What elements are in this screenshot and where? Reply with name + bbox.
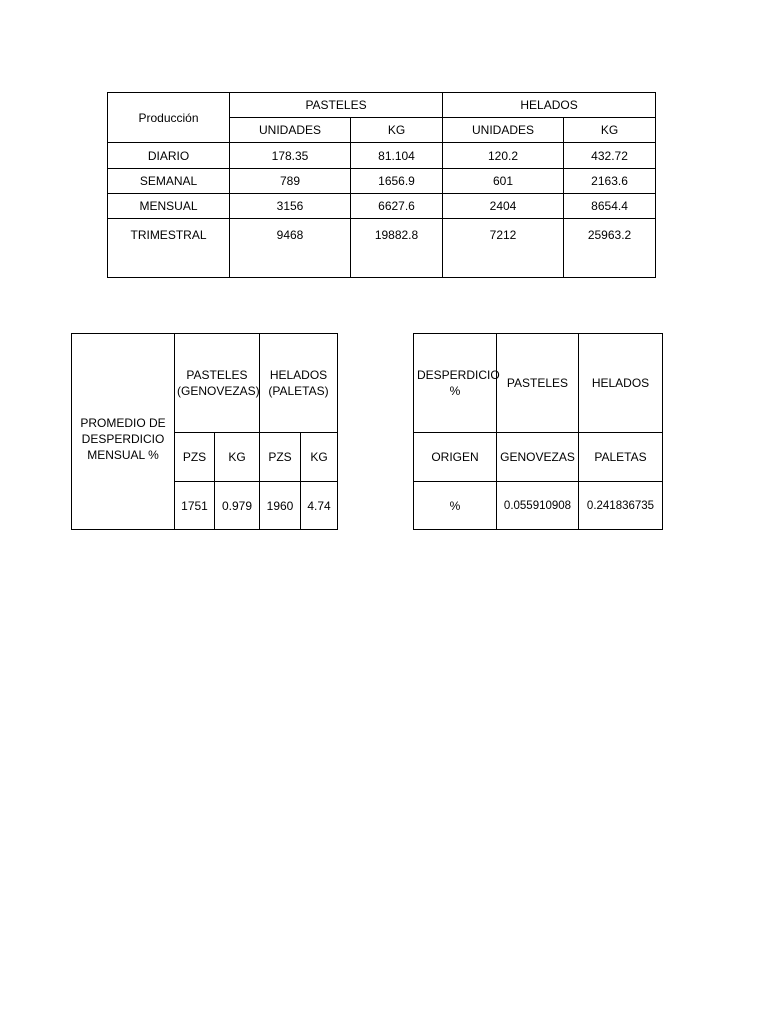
subheader-cell: PZS — [175, 433, 215, 482]
table-row — [414, 433, 663, 482]
header-cell: DESPERDICIO % — [414, 334, 497, 433]
table-row — [108, 169, 656, 194]
value-cell: 25963.2 — [564, 219, 656, 278]
value-cell: 6627.6 — [351, 194, 443, 219]
value-cell: 601 — [443, 169, 564, 194]
subheader-cell: KG — [351, 118, 443, 143]
waste-average-table — [71, 333, 338, 530]
row-label: MENSUAL — [108, 194, 230, 219]
value-cell: 7212 — [443, 219, 564, 278]
table-row — [108, 219, 656, 278]
value-cell: 19882.8 — [351, 219, 443, 278]
value-cell: 0.979 — [215, 482, 260, 530]
table-row — [108, 143, 656, 169]
value-cell: 1960 — [260, 482, 301, 530]
group-header-helados: HELADOS — [443, 93, 656, 118]
value-cell: 1751 — [175, 482, 215, 530]
header-cell: HELADOS — [579, 334, 663, 433]
row-label: PROMEDIO DE DESPERDICIO MENSUAL % — [72, 334, 175, 530]
value-cell: 9468 — [230, 219, 351, 278]
row-label: % — [414, 482, 497, 530]
value-cell: 432.72 — [564, 143, 656, 169]
row-label: SEMANAL — [108, 169, 230, 194]
value-cell: 81.104 — [351, 143, 443, 169]
value-cell: GENOVEZAS — [497, 433, 579, 482]
value-cell: 0.055910908 — [497, 482, 579, 530]
value-cell: 2163.6 — [564, 169, 656, 194]
value-cell: 4.74 — [301, 482, 338, 530]
value-cell: 2404 — [443, 194, 564, 219]
waste-percentage-table — [413, 333, 663, 530]
subheader-cell: PZS — [260, 433, 301, 482]
table-row — [108, 194, 656, 219]
header-cell: PASTELES — [497, 334, 579, 433]
subheader-cell: UNIDADES — [443, 118, 564, 143]
production-table — [107, 92, 656, 278]
table-row — [414, 482, 663, 530]
subheader-cell: UNIDADES — [230, 118, 351, 143]
value-cell: PALETAS — [579, 433, 663, 482]
subheader-cell: KG — [215, 433, 260, 482]
value-cell: 3156 — [230, 194, 351, 219]
value-cell: 0.241836735 — [579, 482, 663, 530]
value-cell: 120.2 — [443, 143, 564, 169]
group-header-pasteles: PASTELES (GENOVEZAS) — [175, 334, 260, 433]
value-cell: 1656.9 — [351, 169, 443, 194]
subheader-cell: KG — [564, 118, 656, 143]
row-label: TRIMESTRAL — [108, 219, 230, 278]
row-label: ORIGEN — [414, 433, 497, 482]
group-header-pasteles: PASTELES — [230, 93, 443, 118]
value-cell: 8654.4 — [564, 194, 656, 219]
subheader-cell: KG — [301, 433, 338, 482]
row-label: DIARIO — [108, 143, 230, 169]
corner-label: Producción — [108, 93, 230, 143]
value-cell: 178.35 — [230, 143, 351, 169]
group-header-helados: HELADOS (PALETAS) — [260, 334, 338, 433]
value-cell: 789 — [230, 169, 351, 194]
